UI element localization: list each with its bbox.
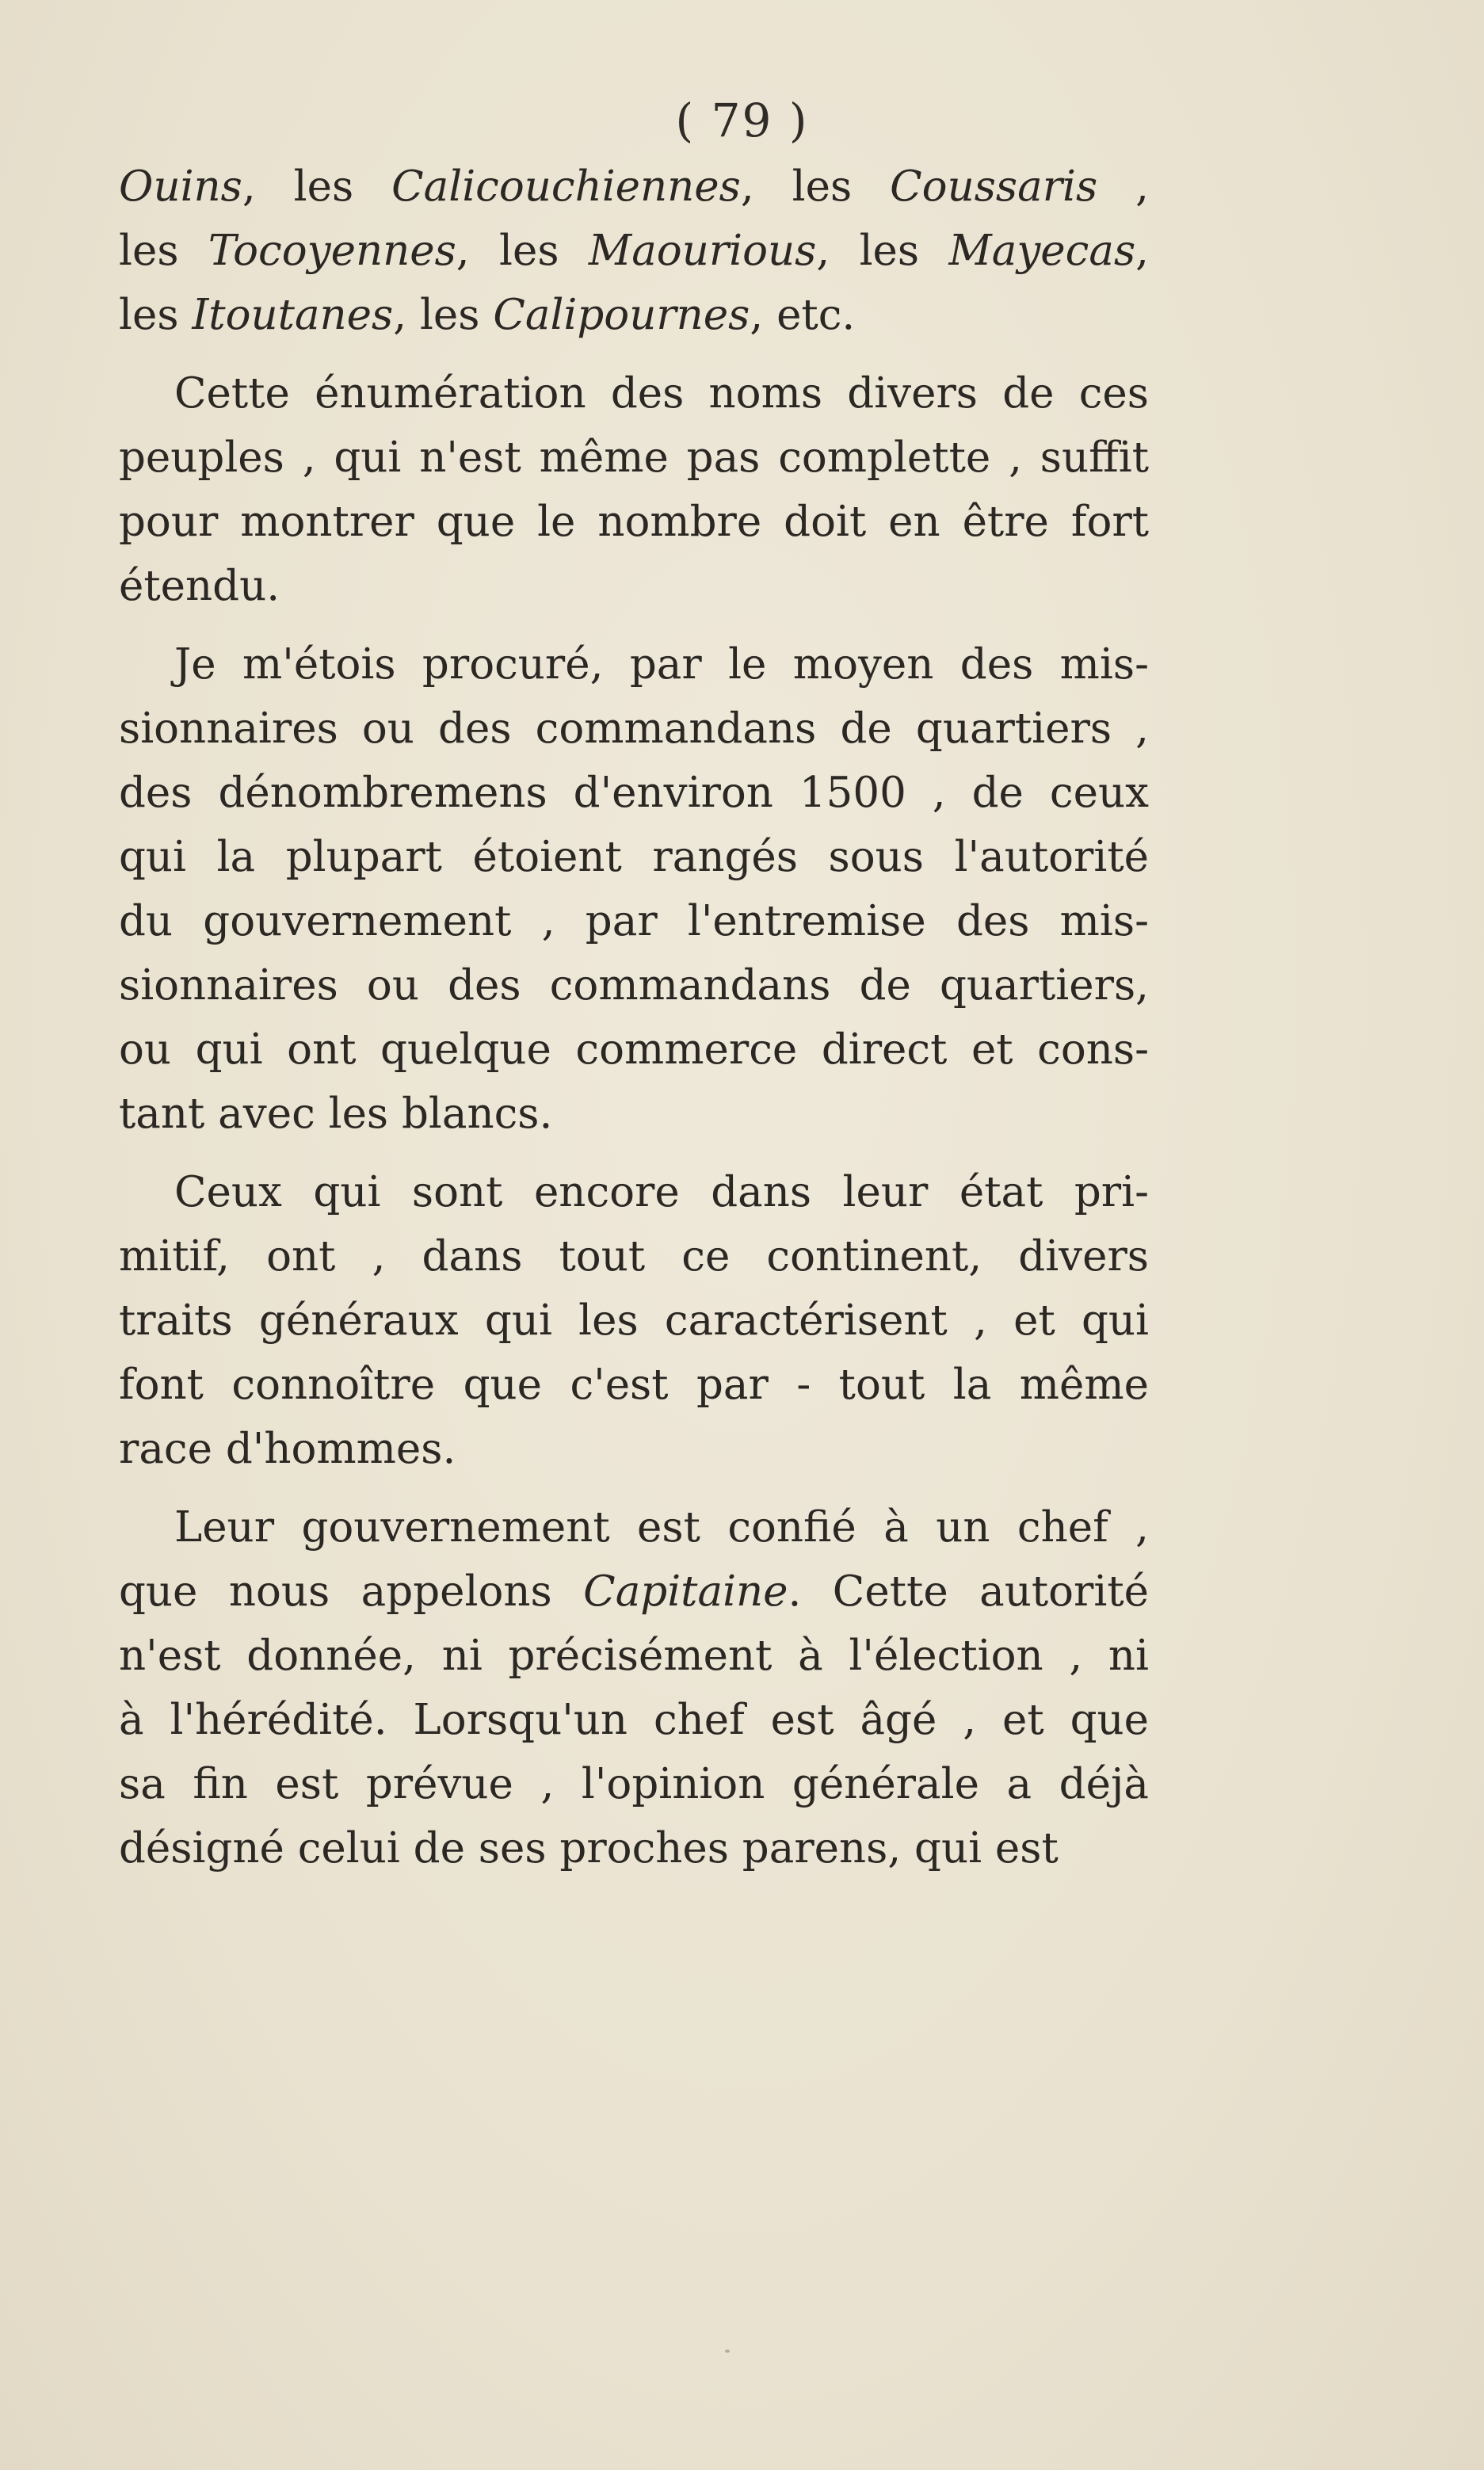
paragraph-gap	[119, 347, 1149, 361]
text-line	[119, 361, 1149, 426]
italic-name: Itoutanes	[192, 291, 394, 339]
text-run: font connoître que c'est par - tout la même	[119, 1361, 1149, 1409]
text-run: que nous appelons	[119, 1567, 584, 1616]
text-line	[119, 1353, 1149, 1417]
text-run: Je m'étois procuré, par le moyen des mis-	[174, 640, 1149, 689]
paragraph	[119, 1160, 1149, 1481]
paragraph-gap	[119, 618, 1149, 632]
text-run: peuples , qui n'est même pas complette , suffit	[119, 433, 1149, 482]
body-text	[119, 155, 1149, 1880]
text-line	[119, 953, 1149, 1017]
paragraph	[119, 632, 1149, 1146]
text-run: tant avec les blancs.	[119, 1090, 553, 1138]
paper-speck	[725, 2350, 730, 2353]
text-run: mitif, ont , dans tout ce continent, divers	[119, 1232, 1149, 1281]
text-line	[119, 219, 1149, 283]
text-run: ou qui ont quelque commerce direct et cons-	[119, 1025, 1149, 1074]
text-run: des dénombremens d'environ 1500 , de ceux	[119, 769, 1149, 817]
text-line	[119, 1688, 1149, 1752]
text-run: , les	[456, 227, 589, 275]
text-line	[119, 1017, 1149, 1082]
text-run: ,	[1097, 162, 1149, 211]
text-line	[119, 1752, 1149, 1816]
text-run: , les	[393, 291, 494, 339]
text-line	[119, 761, 1149, 825]
text-run: les	[119, 291, 193, 339]
text-line	[119, 825, 1149, 889]
italic-name: Mayecas	[948, 227, 1136, 275]
text-line	[119, 889, 1149, 953]
page-number: ( 79 )	[675, 94, 809, 147]
italic-name: Coussaris	[890, 162, 1098, 211]
text-line	[119, 1816, 1149, 1880]
italic-name: Calicouchiennes	[391, 162, 741, 211]
text-run: les	[119, 227, 208, 275]
text-run: pour montrer que le nombre doit en être fort	[119, 498, 1149, 546]
text-line	[119, 155, 1149, 219]
text-line	[119, 1288, 1149, 1353]
text-line	[119, 632, 1149, 697]
paragraph-gap	[119, 1146, 1149, 1160]
text-line	[119, 283, 1149, 347]
text-run: à l'hérédité. Lorsqu'un chef est âgé , et que	[119, 1696, 1149, 1744]
italic-name: Tocoyennes	[208, 227, 456, 275]
text-run: , les	[242, 162, 392, 211]
text-line	[119, 1160, 1149, 1224]
text-line	[119, 1559, 1149, 1624]
text-run: , etc.	[750, 291, 856, 339]
text-run: race d'hommes.	[119, 1425, 456, 1473]
text-run: désigné celui de ses proches parens, qui est	[119, 1824, 1059, 1873]
text-run: traits généraux qui les caractérisent , et qui	[119, 1296, 1149, 1345]
paragraph-gap	[119, 1481, 1149, 1495]
text-line	[119, 1082, 1149, 1146]
paragraph	[119, 155, 1149, 347]
text-run: Leur gouvernement est confié à un chef ,	[174, 1503, 1149, 1552]
text-run: , les	[740, 162, 891, 211]
text-run: du gouvernement , par l'entremise des mis-	[119, 897, 1149, 945]
text-line	[119, 426, 1149, 490]
text-run: qui la plupart étoient rangés sous l'autorité	[119, 833, 1149, 881]
paragraph	[119, 1495, 1149, 1880]
text-line	[119, 1624, 1149, 1688]
text-run: ,	[1135, 227, 1149, 275]
text-run: sionnaires ou des commandans de quartiers,	[119, 961, 1149, 1010]
text-run: n'est donnée, ni précisément à l'élection , ni	[119, 1632, 1149, 1680]
text-line	[119, 1417, 1149, 1481]
text-run: sionnaires ou des commandans de quartiers ,	[119, 704, 1149, 753]
text-run: sa fin est prévue , l'opinion générale a déjà	[119, 1760, 1149, 1808]
paragraph	[119, 361, 1149, 618]
text-line	[119, 697, 1149, 761]
text-line	[119, 1495, 1149, 1559]
text-run: . Cette autorité	[788, 1567, 1150, 1616]
text-run: Ceux qui sont encore dans leur état pri-	[174, 1168, 1149, 1216]
italic-name: Maourious	[588, 227, 817, 275]
text-line	[119, 490, 1149, 554]
text-line	[119, 554, 1149, 618]
text-run: , les	[816, 227, 949, 275]
text-run: Cette énumération des noms divers de ces	[174, 369, 1149, 418]
text-line	[119, 1224, 1149, 1288]
text-run: étendu.	[119, 562, 280, 610]
italic-name: Ouins	[119, 162, 242, 211]
italic-name: Capitaine	[583, 1567, 788, 1616]
italic-name: Calipournes	[493, 291, 750, 339]
